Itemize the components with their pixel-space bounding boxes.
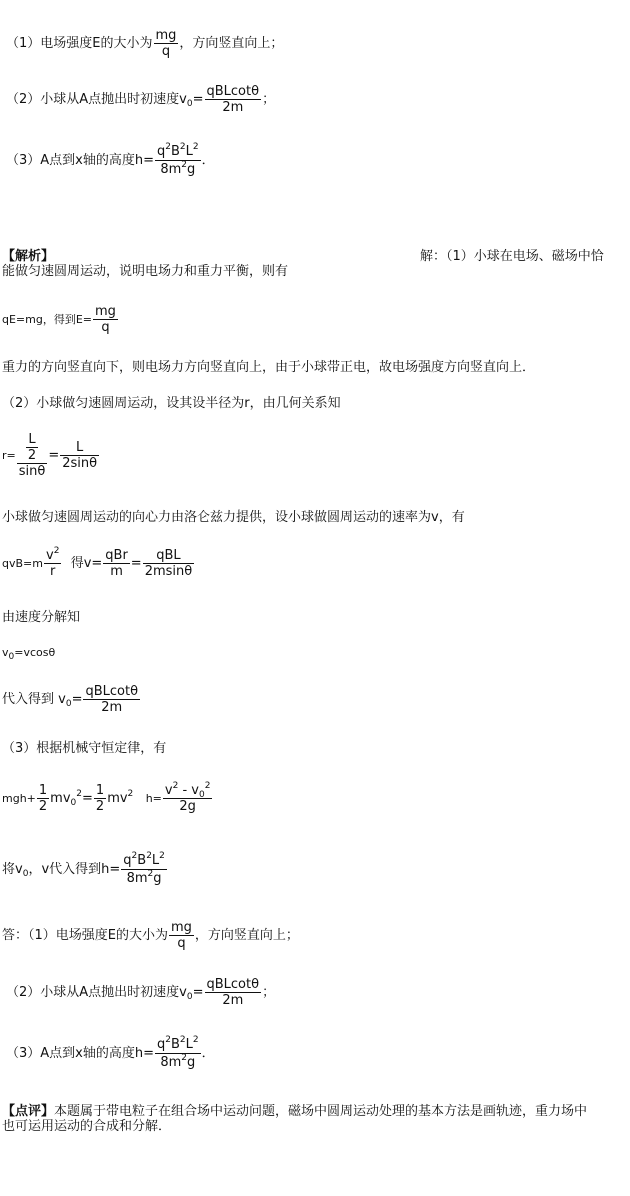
fraction: [121, 852, 167, 887]
fraction: [155, 1036, 201, 1071]
comment-line-2: 也可运用运动的合成和分解．: [2, 1119, 172, 1134]
frac-num: L: [60, 440, 99, 456]
frac-den: m: [110, 564, 123, 579]
analysis-part2: （2）小球做匀速圆周运动，设其设半径为r，由几何关系知: [2, 396, 341, 411]
frac-num: mg: [155, 28, 177, 43]
frac-den: $8m^2g$: [160, 1053, 196, 1070]
subscript: 0: [65, 699, 72, 709]
frac-den: q: [101, 320, 110, 335]
answer-suffix: ．: [201, 153, 215, 168]
answer-text: （1）电场强度E的大小为: [6, 36, 153, 51]
frac-num: [17, 432, 48, 464]
eq-r: [2, 432, 100, 479]
answer-text: （3）A点到x轴的高度h=: [6, 1046, 154, 1061]
frac-num: qBLcotθ: [206, 977, 260, 992]
fraction: [169, 920, 194, 951]
eq-v0: $v_0=vcos\theta$: [2, 646, 56, 662]
frac-num: $q^2B^2L^2$: [157, 1035, 199, 1052]
eq-text: qvB=m: [2, 557, 43, 570]
frac-den: r: [50, 564, 56, 579]
frac-den: 2: [27, 448, 37, 463]
eq-v: [2, 548, 195, 579]
frac-den: 2g: [179, 799, 196, 814]
subscript: 0: [186, 99, 193, 109]
frac-num: $v^2 - v_0^2$: [164, 781, 211, 800]
fraction: [143, 548, 195, 579]
eq-text: r=: [2, 449, 16, 462]
fraction: $\frac{1}{2}$: [38, 783, 48, 814]
frac-num: mg: [171, 920, 192, 935]
frac-num: $v^2$: [45, 546, 60, 563]
comment-tag: 【点评】: [2, 1104, 55, 1119]
answer-text: 答：（1）电场强度E的大小为: [2, 928, 168, 943]
answer-suffix: ．: [201, 1046, 215, 1061]
equals: =: [192, 92, 204, 107]
fraction: [93, 304, 118, 335]
fraction: [44, 548, 61, 579]
answer-bottom-2: [6, 977, 275, 1008]
equals: =: [48, 448, 60, 463]
subscript: 0: [186, 992, 193, 1002]
answer-suffix: ；: [262, 985, 276, 1000]
frac-num: qBL: [143, 548, 195, 564]
analysis-gravity: 重力的方向竖直向下，则电场力方向竖直向上，由于小球带正电，故电场强度方向竖直向上．: [2, 360, 536, 375]
answer-bottom-3: [6, 1036, 215, 1071]
answer-text: （2）小球从A点抛出时初速度v: [6, 92, 187, 107]
frac-den: 2m: [222, 993, 244, 1008]
equals: =: [130, 556, 142, 571]
comment-line-1: [2, 1104, 587, 1120]
eq-energy: mgh+ $\frac{1}{2}$ $mv_0^2=$ $\frac{1}{2}$ $mv^2$ h= $\frac{v^2 - v_0^2}{2g}$: [2, 781, 211, 814]
frac-den: 2sinθ: [62, 456, 98, 471]
frac-num: qBr: [105, 548, 128, 563]
fraction: [83, 684, 140, 715]
fraction: [205, 84, 262, 115]
comment-text: 本题属于带电粒子在组合场中运动问题，磁场中圆周运动处理的基本方法是画轨迹，重力场中: [54, 1104, 588, 1119]
frac-den: $8m^2g$: [160, 160, 196, 177]
answer-suffix: ，方向竖直向上；: [194, 928, 299, 943]
fraction: [17, 432, 48, 479]
frac-den: sinθ: [18, 464, 46, 479]
equals: =: [192, 985, 204, 1000]
answer-top-2: [6, 84, 275, 115]
fraction: [154, 28, 179, 59]
fraction: $\frac{1}{2}$: [95, 783, 105, 814]
fraction: [60, 440, 99, 471]
fraction: [155, 143, 201, 178]
frac-num: mg: [95, 304, 116, 319]
frac-num: qBLcotθ: [206, 84, 260, 99]
answer-top-1: [6, 28, 283, 59]
frac-den: 2m: [101, 700, 123, 715]
frac-den: $8m^2g$: [126, 869, 162, 886]
fraction: [163, 783, 213, 814]
analysis-lorentz: 小球做匀速圆周运动的向心力由洛仑兹力提供，设小球做圆周运动的速率为v，有: [2, 510, 465, 525]
analysis-intro-cont: 能做匀速圆周运动，说明电场力和重力平衡，则有: [2, 264, 289, 279]
answer-text: （3）A点到x轴的高度h=: [6, 153, 154, 168]
answer-suffix: ；: [262, 92, 276, 107]
fraction: [103, 548, 130, 579]
frac-den: q: [177, 936, 186, 951]
frac-den: 2m: [222, 100, 244, 115]
answer-text: （2）小球从A点抛出时初速度v: [6, 985, 187, 1000]
eq-text: 得v=: [70, 556, 103, 571]
answer-suffix: ，方向竖直向上；: [179, 36, 284, 51]
eq-substitute: [2, 684, 141, 715]
equals: =: [71, 692, 83, 707]
answer-bottom-1: [2, 920, 299, 951]
analysis-decomp: 由速度分解知: [2, 610, 81, 625]
analysis-part3: （3）根据机械守恒定律，有: [2, 741, 167, 756]
analysis-intro-right: 解：（1）小球在电场、磁场中恰: [420, 249, 604, 264]
frac-num: qBLcotθ: [85, 684, 139, 699]
eq-text: qE=mg，得到E=: [2, 313, 93, 326]
frac-num: L: [26, 432, 38, 448]
frac-num: $q^2B^2L^2$: [157, 142, 199, 159]
inner-fraction: [26, 432, 38, 463]
frac-den: 2msinθ: [144, 564, 193, 579]
eq-qE: [2, 304, 119, 335]
answer-top-3: [6, 143, 215, 178]
frac-den: q: [161, 44, 171, 59]
eq-final: 将$v_0$，v代入得到h= $\frac{q^2B^2L^2}{8m^2g}$: [2, 851, 165, 886]
frac-num: $q^2B^2L^2$: [123, 851, 165, 868]
eq-text: 代入得到 v: [2, 692, 66, 707]
fraction: [205, 977, 262, 1008]
analysis-tag: 【解析】: [2, 249, 55, 264]
